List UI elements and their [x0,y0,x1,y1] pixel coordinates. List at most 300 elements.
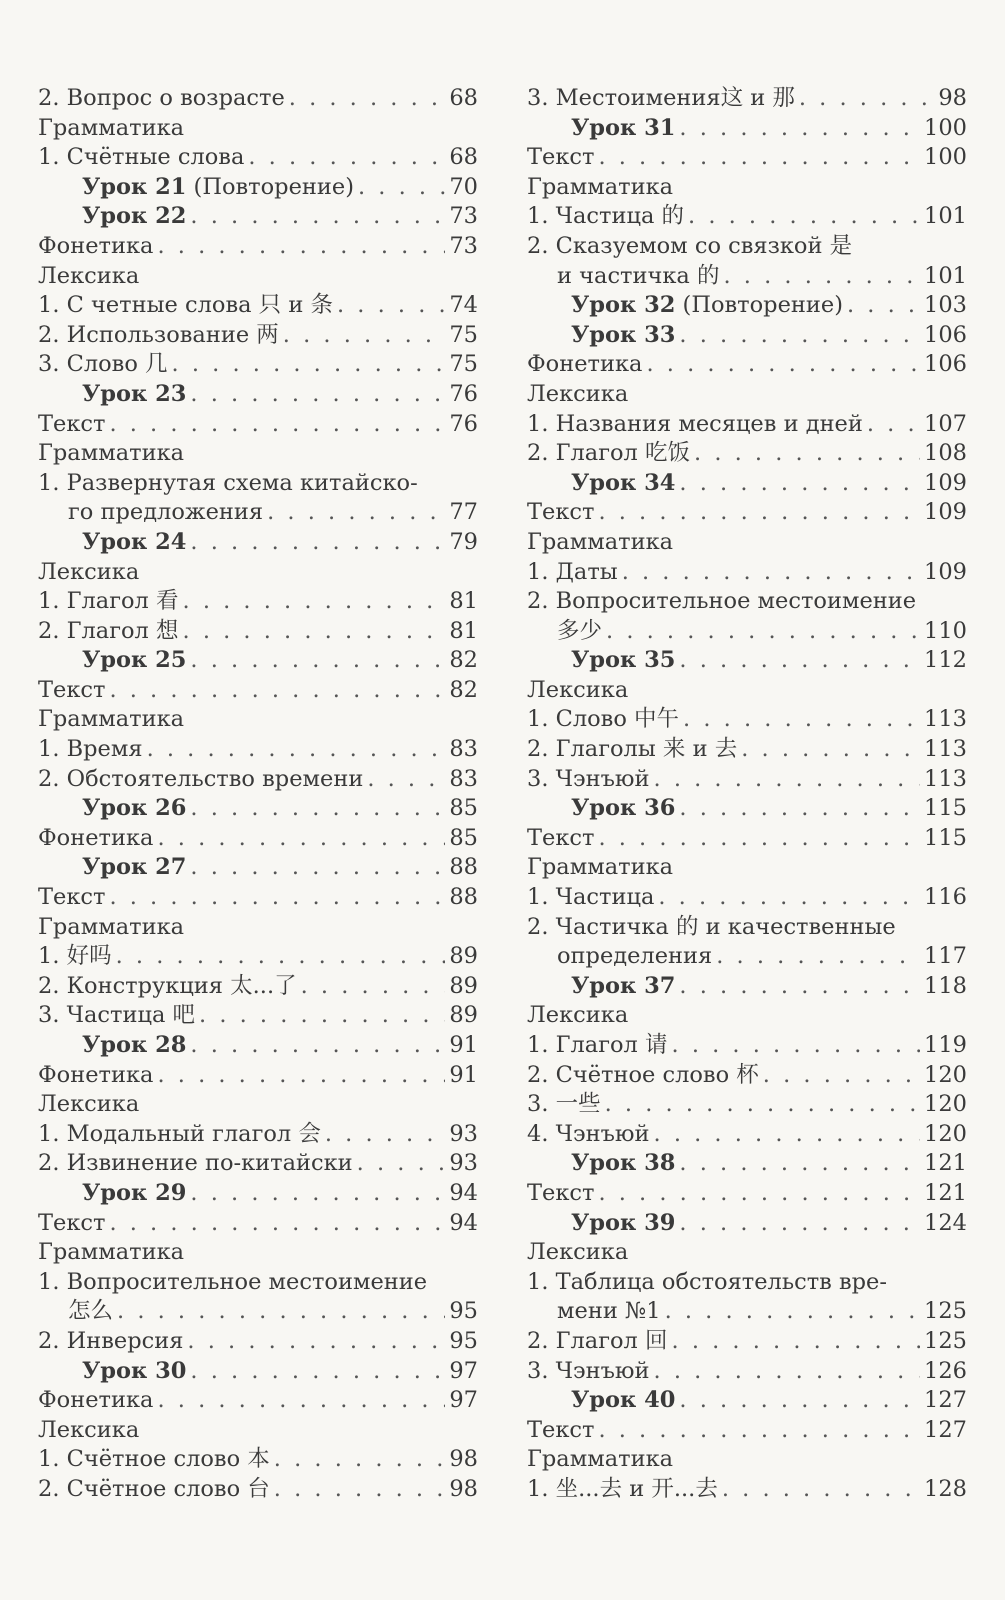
toc-entry [38,1475,478,1505]
toc-section-heading [38,558,478,588]
toc-entry-title: 3. Частица 吧 [38,1002,196,1029]
toc-dot-leader [190,794,445,824]
toc-dot-leader [116,942,446,972]
toc-entry [527,350,967,380]
toc-entry [527,84,967,114]
toc-entry [527,1120,967,1150]
toc-dot-leader [358,173,445,203]
toc-section-heading [527,173,967,203]
toc-dot-leader [799,84,934,114]
toc-page-number: 83 [449,736,478,763]
toc-dot-leader [190,646,445,676]
toc-dot-leader [172,350,446,380]
toc-entry-title: Фонетика [38,824,154,851]
toc-page-number: 95 [449,1298,478,1325]
toc-entry [527,1179,967,1209]
toc-page-number: 109 [924,499,967,526]
toc-entry [38,1209,478,1239]
toc-lesson-title [571,291,843,321]
toc-entry [38,1001,478,1031]
toc-dot-leader [606,617,920,647]
toc-page-number: 68 [449,85,478,111]
toc-lesson-title [571,794,675,824]
toc-entry-title: Текст [527,824,595,851]
toc-section-heading [38,469,478,499]
toc-lesson-title [571,469,675,499]
toc-lesson-title [82,380,186,410]
toc-dot-leader [679,321,920,351]
toc-entry [527,1297,967,1327]
toc-page-number: 100 [924,114,967,141]
toc-page-number: 124 [924,1209,967,1236]
toc-dot-leader [598,143,920,173]
toc-dot-leader [325,1120,446,1150]
toc-lesson-number: Урок 40 [571,1387,676,1414]
toc-entry [38,676,478,706]
toc-page-number: 109 [924,469,967,496]
toc-heading-text: 2. Вопросительное местоимение [527,588,917,615]
toc-dot-leader [763,1061,920,1091]
toc-section-heading [527,1268,967,1298]
toc-heading-text: Грамматика [38,706,185,733]
toc-dot-leader [157,1061,445,1091]
toc-lesson-title [82,528,186,558]
toc-dot-leader [867,410,920,440]
toc-heading-text: 1. Таблица обстоятельств вре- [527,1268,887,1295]
toc-dot-leader [605,1090,920,1120]
toc-page-number: 77 [449,499,478,526]
toc-lesson-number: Урок 26 [82,795,187,822]
toc-heading-text: Лексика [38,558,140,585]
toc-entry-title: мени №1 [557,1298,661,1325]
toc-entry [38,587,478,617]
toc-entry-title: 2. Счётное слово 杯 [527,1061,759,1088]
toc-entry-title: 3. Слово 几 [38,351,168,378]
toc-entry [38,1120,478,1150]
toc-dot-leader [665,1297,920,1327]
toc-page-number: 115 [924,795,967,822]
toc-dot-leader [289,84,446,114]
toc-lesson-number: Урок 24 [82,528,187,555]
toc-entry [527,1416,967,1446]
toc-entry-title: Текст [38,884,106,911]
toc-dot-leader [654,1357,921,1387]
toc-entry-title: Текст [38,1209,106,1236]
toc-lesson-entry [38,380,478,410]
toc-section-heading [527,1445,967,1475]
toc-entry [527,1061,967,1091]
toc-entry [38,883,478,913]
toc-entry-title: 3. Местоимения这 и 那 [527,85,795,111]
toc-lesson-number: Урок 22 [82,203,187,230]
toc-dot-leader [598,1416,920,1446]
toc-entry [38,824,478,854]
toc-entry-title: Текст [38,410,106,437]
toc-section-heading [527,1238,967,1268]
toc-page-number: 73 [449,232,478,259]
toc-lesson-entry [38,173,478,203]
toc-page-number: 75 [449,351,478,378]
toc-page-number: 97 [449,1387,478,1414]
toc-lesson-entry [38,853,478,883]
toc-entry-title: 2. Извинение по-китайски [38,1150,353,1177]
toc-dot-leader [190,1179,445,1209]
toc-dot-leader [183,587,446,617]
toc-dot-leader [679,794,920,824]
toc-lesson-title [571,1386,675,1416]
toc-entry [527,262,967,292]
toc-lesson-entry [38,1357,478,1387]
toc-entry-title: Текст [527,144,595,171]
toc-lesson-entry [527,291,967,321]
toc-entry [527,1357,967,1387]
toc-lesson-number: Урок 39 [571,1209,676,1236]
toc-lesson-number: Урок 29 [82,1179,187,1206]
toc-section-heading [38,1238,478,1268]
toc-lesson-entry [38,528,478,558]
toc-heading-text: Лексика [38,262,140,289]
toc-entry-title: Текст [527,1179,595,1206]
toc-lesson-title [82,794,186,824]
toc-page-number: 76 [449,410,478,437]
toc-page-number: 103 [924,292,967,319]
toc-entry-title: 1. Счётное слово 本 [38,1446,270,1473]
toc-lesson-title [82,202,186,232]
toc-lesson-title [82,853,186,883]
toc-section-heading [38,1090,478,1120]
toc-entry-title: 2. Глаголы 来 и 去 [527,736,738,763]
toc-entry [38,1445,478,1475]
toc-entry [38,143,478,173]
toc-dot-leader [147,735,446,765]
toc-entry [527,824,967,854]
toc-dot-leader [679,1209,920,1239]
toc-entry [38,942,478,972]
toc-dot-leader [109,1209,445,1239]
toc-page-number: 82 [449,647,478,674]
toc-page-number: 94 [449,1179,478,1206]
toc-entry-title: 怎么 [68,1298,114,1325]
toc-dot-leader [654,765,921,795]
toc-entry [527,1327,967,1357]
toc-page-number: 83 [449,765,478,792]
toc-lesson-number: Урок 30 [82,1357,187,1384]
toc-entry [38,1149,478,1179]
toc-entry [38,1297,478,1327]
toc-dot-leader [688,202,920,232]
toc-page-number: 108 [924,440,967,467]
toc-dot-leader [157,232,445,262]
toc-lesson-title [82,173,354,203]
toc-lesson-entry [527,972,967,1002]
toc-lesson-entry [38,794,478,824]
toc-section-heading [38,913,478,943]
toc-entry [527,1031,967,1061]
toc-page-number: 89 [449,1002,478,1029]
toc-dot-leader [679,469,920,499]
toc-page-number: 121 [924,1150,967,1177]
toc-lesson-number: Урок 34 [571,469,676,496]
toc-lesson-number: Урок 37 [571,972,676,999]
toc-lesson-title [82,646,186,676]
toc-page-number: 68 [449,144,478,171]
toc-section-heading [38,1416,478,1446]
toc-page-number: 110 [924,617,967,644]
toc-entry [527,410,967,440]
toc-section-heading [527,232,967,262]
toc-dot-leader [683,705,920,735]
toc-section-heading [38,705,478,735]
toc-entry [38,1327,478,1357]
toc-dot-leader [274,1445,446,1475]
toc-page-number: 82 [449,676,478,703]
toc-lesson-title [571,972,675,1002]
toc-entry-title: Текст [527,1416,595,1443]
toc-heading-text: Лексика [527,1239,629,1266]
toc-dot-leader [157,824,445,854]
toc-entry-title: Фонетика [38,232,154,259]
toc-dot-leader [679,114,920,144]
toc-dot-leader [190,1357,445,1387]
toc-lesson-number: Урок 25 [82,647,187,674]
toc-entry [38,84,478,114]
toc-heading-text: 2. Сказуемом со связкой 是 [527,232,853,259]
toc-entry [527,558,967,588]
toc-entry-title: 3. Чэнъюй [527,1357,650,1384]
toc-dot-leader [109,410,445,440]
toc-dot-leader [598,824,920,854]
toc-entry [527,1090,967,1120]
toc-page-number: 113 [924,765,967,792]
toc-entry [527,883,967,913]
toc-page-number: 94 [449,1209,478,1236]
toc-dot-leader [598,1179,920,1209]
toc-dot-leader [283,321,446,351]
toc-lesson-note: (Повторение) [675,292,843,319]
toc-entry-title: 2. Вопрос о возрасте [38,85,285,111]
toc-lesson-entry [527,469,967,499]
toc-entry-title: го предложения [68,499,264,526]
toc-dot-leader [658,883,920,913]
toc-page-number: 127 [924,1387,967,1414]
toc-dot-leader [598,498,920,528]
toc-dot-leader [267,498,445,528]
toc-page-number: 109 [924,558,967,585]
toc-lesson-number: Урок 21 [82,173,187,200]
toc-dot-leader [190,853,445,883]
toc-page-number: 125 [924,1298,967,1325]
toc-lesson-entry [38,202,478,232]
toc-dot-leader [679,972,920,1002]
toc-page-number: 116 [924,884,967,911]
toc-page-number: 106 [924,351,967,378]
toc-entry-title: 2. Конструкция 太...了 [38,972,297,999]
toc-dot-leader [741,735,920,765]
toc-section-heading [527,380,967,410]
toc-section-heading [527,528,967,558]
toc-entry [527,765,967,795]
toc-page-number: 120 [924,1091,967,1118]
toc-lesson-entry [527,646,967,676]
toc-page-number: 74 [449,292,478,319]
toc-dot-leader [367,765,445,795]
toc-heading-text: Грамматика [38,913,185,940]
toc-dot-leader [672,1327,921,1357]
toc-section-heading [38,439,478,469]
toc-page-number: 117 [924,943,967,970]
toc-entry-title: 2. Инверсия [38,1327,184,1354]
toc-lesson-title [571,646,675,676]
toc-entry [38,735,478,765]
toc-lesson-number: Урок 38 [571,1150,676,1177]
toc-page-number: 88 [449,854,478,881]
toc-page-number: 98 [449,1446,478,1473]
toc-dot-leader [654,1120,921,1150]
toc-entry-title: 1. Глагол 请 [527,1032,668,1058]
toc-entry [38,498,478,528]
toc-lesson-number: Урок 28 [82,1032,187,1058]
toc-entry-title: 1. 坐...去 и 开...去 [527,1475,718,1502]
toc-page-number: 93 [449,1150,478,1177]
toc-entry-title: Текст [38,676,106,703]
toc-section-heading [38,114,478,144]
toc-entry [38,350,478,380]
toc-entry-title: 1. Модальный глагол 会 [38,1120,321,1147]
toc-heading-text: Грамматика [38,440,185,467]
toc-page-number: 120 [924,1061,967,1088]
toc-heading-text: Грамматика [527,854,674,881]
toc-entry-title: 2. Глагол 吃饭 [527,440,691,467]
toc-lesson-title [571,114,675,144]
toc-heading-text: 1. Развернутая схема китайско- [38,469,418,496]
toc-page-number: 97 [449,1357,478,1384]
toc-page-number: 115 [924,824,967,851]
toc-dot-leader [622,558,920,588]
toc-heading-text: Лексика [527,380,629,407]
toc-lesson-note: (Повторение) [186,173,354,200]
toc-entry-title: 1. Даты [527,558,618,585]
toc-page-number: 95 [449,1327,478,1354]
toc-dot-leader [109,883,445,913]
toc-page-number: 91 [449,1061,478,1088]
toc-section-heading [527,913,967,943]
toc-entry-title: 2. Глагол 回 [527,1327,668,1354]
toc-dot-leader [190,528,445,558]
toc-page-number: 79 [449,528,478,555]
toc-right-column [527,84,967,1505]
toc-dot-leader [722,1475,920,1505]
toc-page-number: 100 [924,144,967,171]
toc-lesson-number: Урок 36 [571,795,676,822]
toc-page-number: 112 [924,647,967,674]
toc-heading-text: 2. Частичка 的 и качественные [527,913,896,940]
toc-lesson-entry [527,794,967,824]
toc-dot-leader [694,439,920,469]
toc-entry-title: определения [557,943,713,970]
toc-entry-title: 3. 一些 [527,1091,601,1118]
toc-page-number: 127 [924,1416,967,1443]
toc-heading-text: Грамматика [38,1239,185,1266]
toc-lesson-entry [527,1209,967,1239]
toc-entry-title: 2. Использование 两 [38,321,279,348]
toc-page-number: 70 [449,173,478,200]
toc-entry [38,410,478,440]
toc-page-number: 113 [924,706,967,733]
toc-page-number: 101 [924,262,967,289]
toc-entry-title: Фонетика [38,1387,154,1414]
toc-lesson-title [571,1149,675,1179]
toc-lesson-entry [527,114,967,144]
toc-entry [527,942,967,972]
toc-entry-title: Фонетика [38,1061,154,1088]
toc-page-number: 93 [449,1120,478,1147]
toc-page-number: 119 [924,1032,967,1058]
toc-page-number: 106 [924,321,967,348]
toc-dot-leader [716,942,920,972]
toc-entry [527,143,967,173]
toc-dot-leader [646,350,920,380]
toc-lesson-number: Урок 27 [82,854,187,881]
toc-page-number: 118 [924,972,967,999]
toc-heading-text: Грамматика [527,528,674,555]
toc-entry-title: Фонетика [527,351,643,378]
toc-entry [527,439,967,469]
toc-dot-leader [183,617,446,647]
toc-dot-leader [248,143,445,173]
toc-page-number: 89 [449,972,478,999]
toc-entry-title: 多少 [557,617,603,644]
toc-section-heading [38,1268,478,1298]
toc-dot-leader [117,1297,445,1327]
toc-page-number: 81 [449,588,478,615]
toc-dot-leader [337,291,445,321]
toc-entry-title: 2. Счётное слово 台 [38,1475,270,1502]
toc-entry [38,1386,478,1416]
toc-lesson-title [82,1357,186,1387]
toc-heading-text: Лексика [38,1416,140,1443]
toc-lesson-number: Урок 35 [571,647,676,674]
toc-entry [527,705,967,735]
toc-lesson-title [82,1179,186,1209]
toc-entry-title: 2. Глагол 想 [38,617,179,644]
toc-page-number: 75 [449,321,478,348]
toc-entry-title: 1. Названия месяцев и дней [527,410,863,437]
toc-dot-leader [190,202,445,232]
toc-dot-leader [187,1327,445,1357]
toc-lesson-number: Урок 23 [82,380,187,407]
toc-entry [38,291,478,321]
toc-heading-text: Грамматика [38,114,185,141]
toc-left-column [38,84,478,1505]
toc-entry-title: 1. Счётные слова [38,144,245,171]
toc-page-number: 89 [449,943,478,970]
toc-entry-title: 2. Обстоятельство времени [38,765,364,792]
toc-entry-title: 4. Чэнъюй [527,1120,650,1147]
toc-page-number: 85 [449,824,478,851]
toc-page-number: 128 [924,1475,967,1502]
toc-dot-leader [157,1386,445,1416]
toc-entry-title: 1. С четные слова 只 и 条 [38,292,333,319]
toc-section-heading [527,587,967,617]
toc-lesson-number: Урок 33 [571,321,676,348]
toc-dot-leader [679,1149,920,1179]
toc-dot-leader [109,676,445,706]
toc-lesson-entry [527,1386,967,1416]
toc-dot-leader [199,1001,445,1031]
toc-lesson-entry [38,646,478,676]
toc-entry [38,232,478,262]
toc-entry [527,617,967,647]
